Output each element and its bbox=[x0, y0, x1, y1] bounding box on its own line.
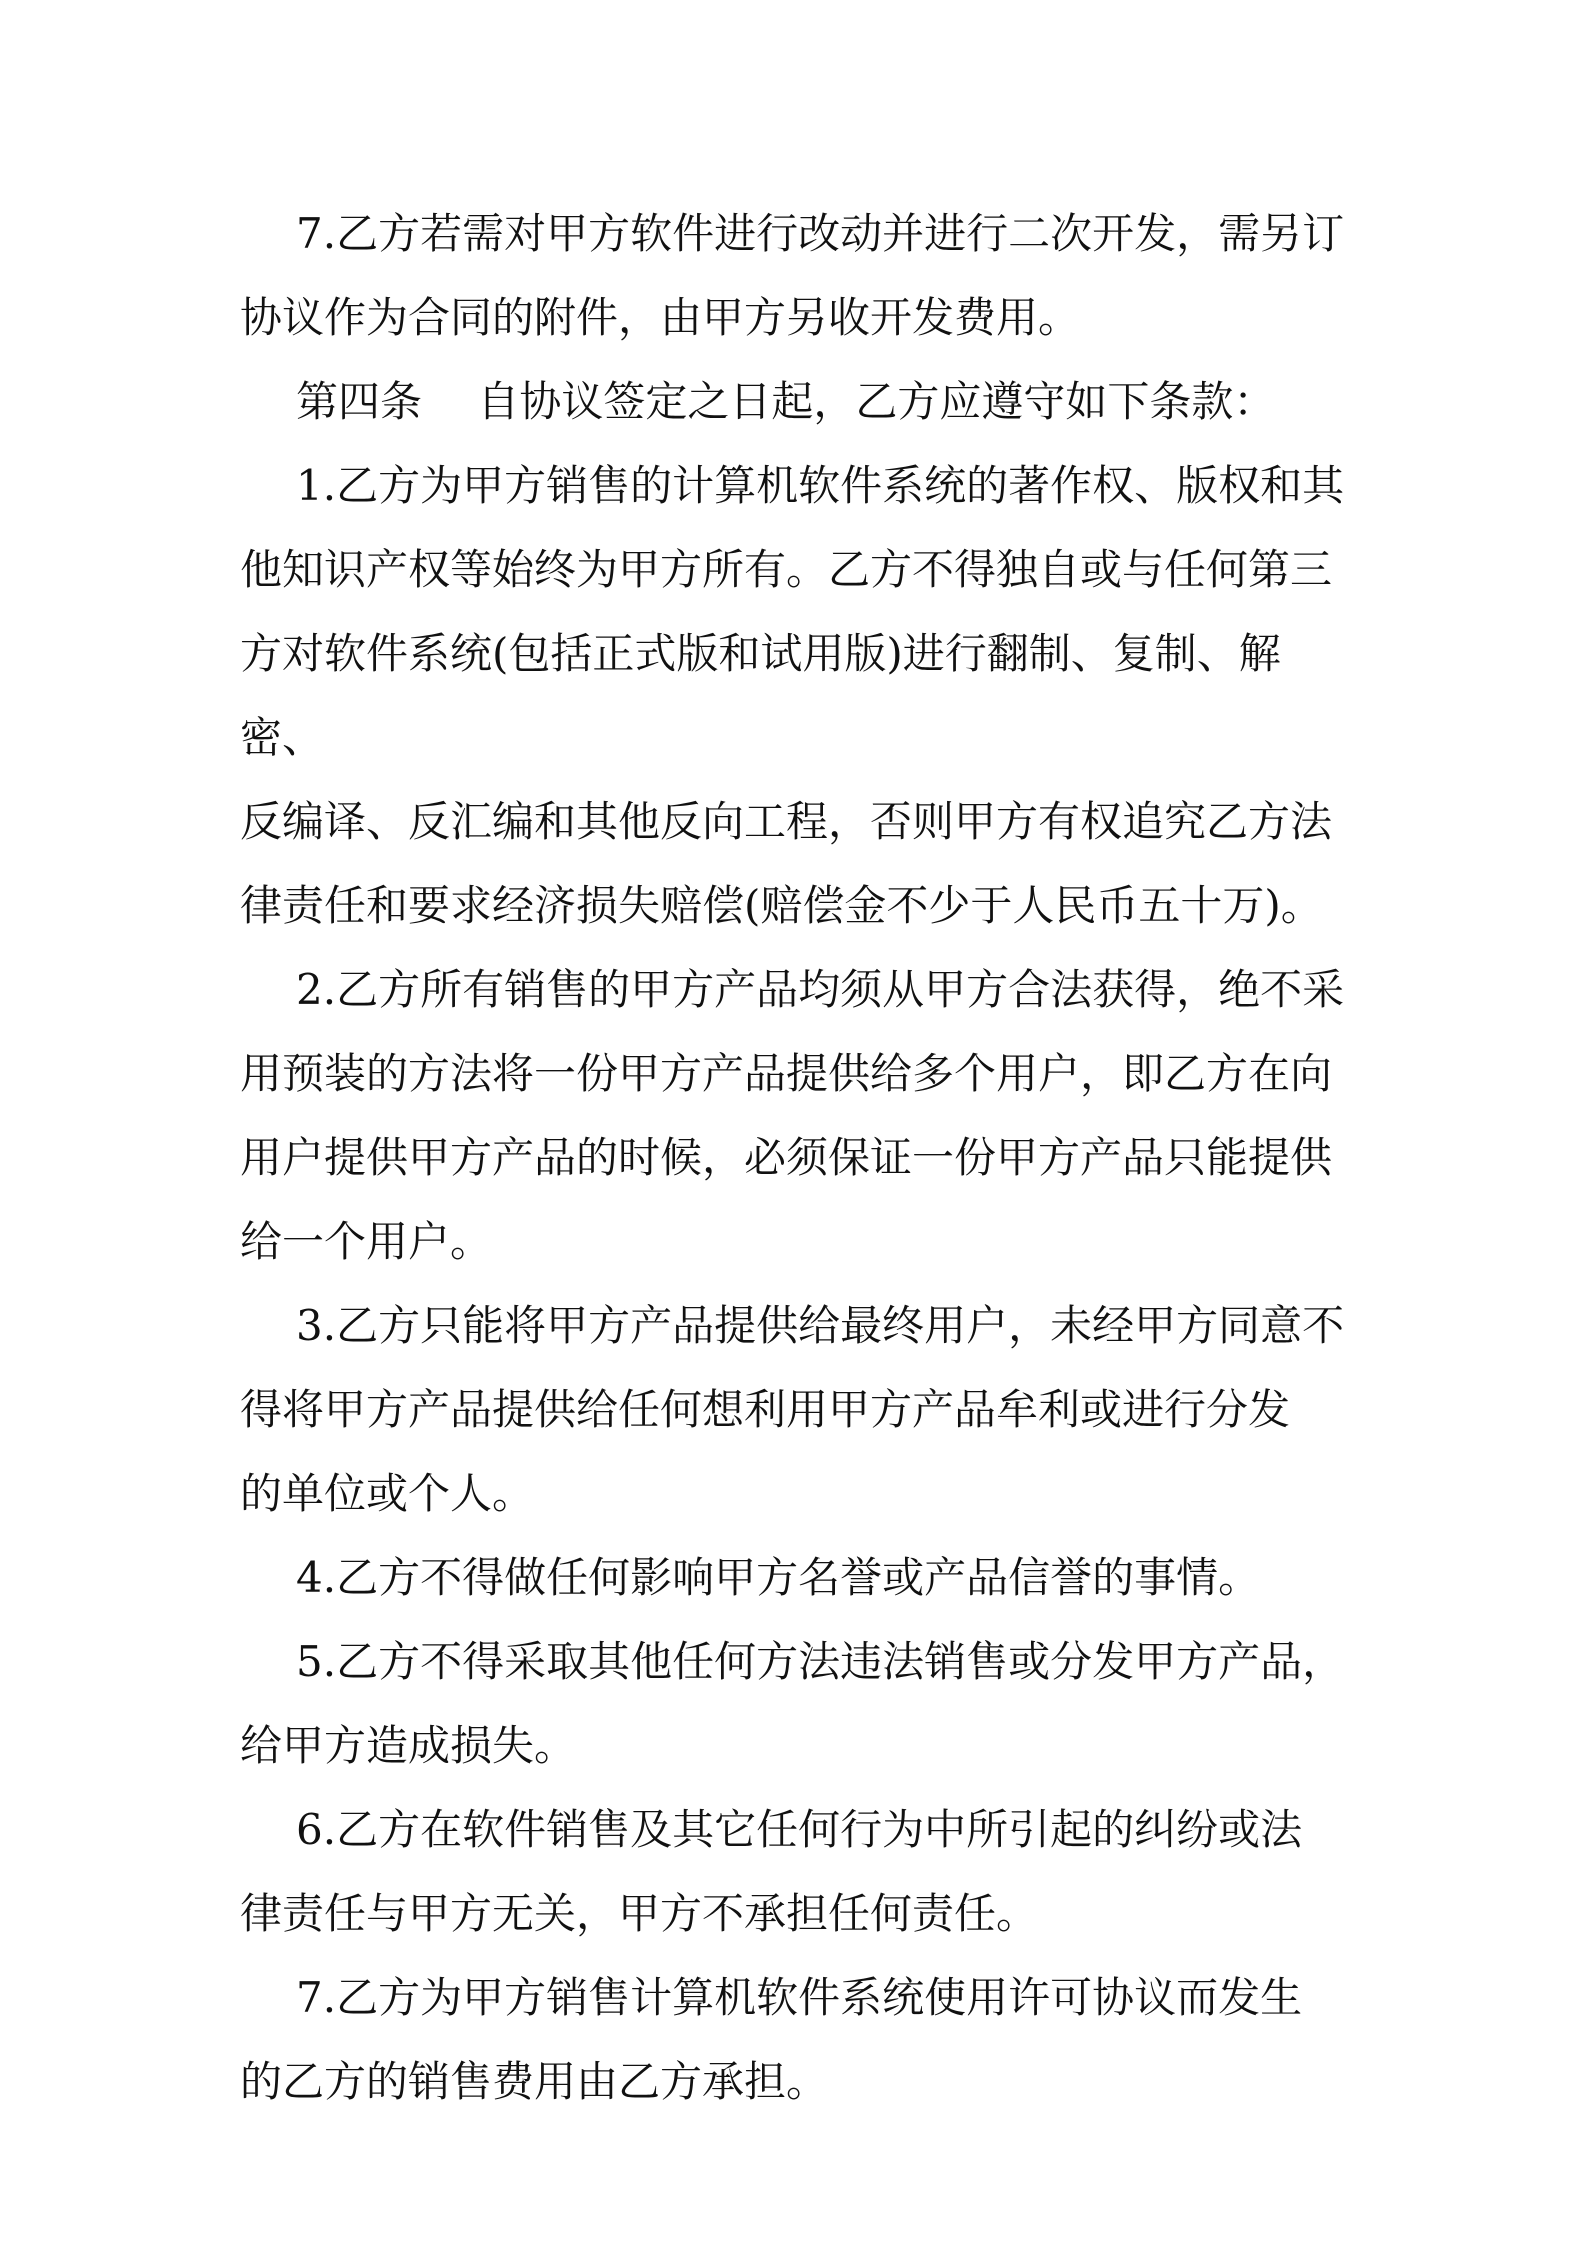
paragraph-clause-5: 5.乙方不得采取其他任何方法违法销售或分发甲方产品， 给甲方造成损失。 bbox=[240, 1637, 1345, 1770]
paragraph-software-modification: 7.乙方若需对甲方软件进行改动并进行二次开发，需另订 协议作为合同的附件，由甲方另收开发费用。 bbox=[240, 209, 1345, 342]
paragraph-clause-4: 4.乙方不得做任何影响甲方名誉或产品信誉的事情。 bbox=[296, 1553, 1261, 1602]
paragraph-clause-6: 6.乙方在软件销售及其它任何行为中所引起的纠纷或法 律责任与甲方无关，甲方不承担任何责任。 bbox=[240, 1805, 1303, 1938]
paragraph-clause-2: 2.乙方所有销售的甲方产品均须从甲方合法获得，绝不采 用预装的方法将一份甲方产品提供给多个用户，即乙方在向 用户提供甲方产品的时候，必须保证一份甲方产品只能提供 给一个用户。 bbox=[240, 965, 1345, 1266]
paragraph-article-four-heading: 第四条 自协议签定之日起，乙方应遵守如下条款： bbox=[296, 377, 1276, 426]
paragraph-clause-3: 3.乙方只能将甲方产品提供给最终用户，未经甲方同意不 得将甲方产品提供给任何想利用甲方产品牟利或进行分发 的单位或个人。 bbox=[240, 1301, 1345, 1518]
paragraph-clause-1: 1.乙方为甲方销售的计算机软件系统的著作权、版权和其 他知识产权等始终为甲方所有。乙方不得独自或与任何第三 方对软件系统(包括正式版和试用版)进行翻制、复制、解密、 反编译、反汇编和其他反向工程，否则甲方有权追究乙方法 律责任和要求经济损失赔偿(赔偿金不少于人民币五十万)。 bbox=[240, 461, 1345, 930]
paragraph-clause-7: 7.乙方为甲方销售计算机软件系统使用许可协议而发生 的乙方的销售费用由乙方承担。 bbox=[240, 1973, 1303, 2106]
document-body bbox=[240, 192, 1360, 2124]
